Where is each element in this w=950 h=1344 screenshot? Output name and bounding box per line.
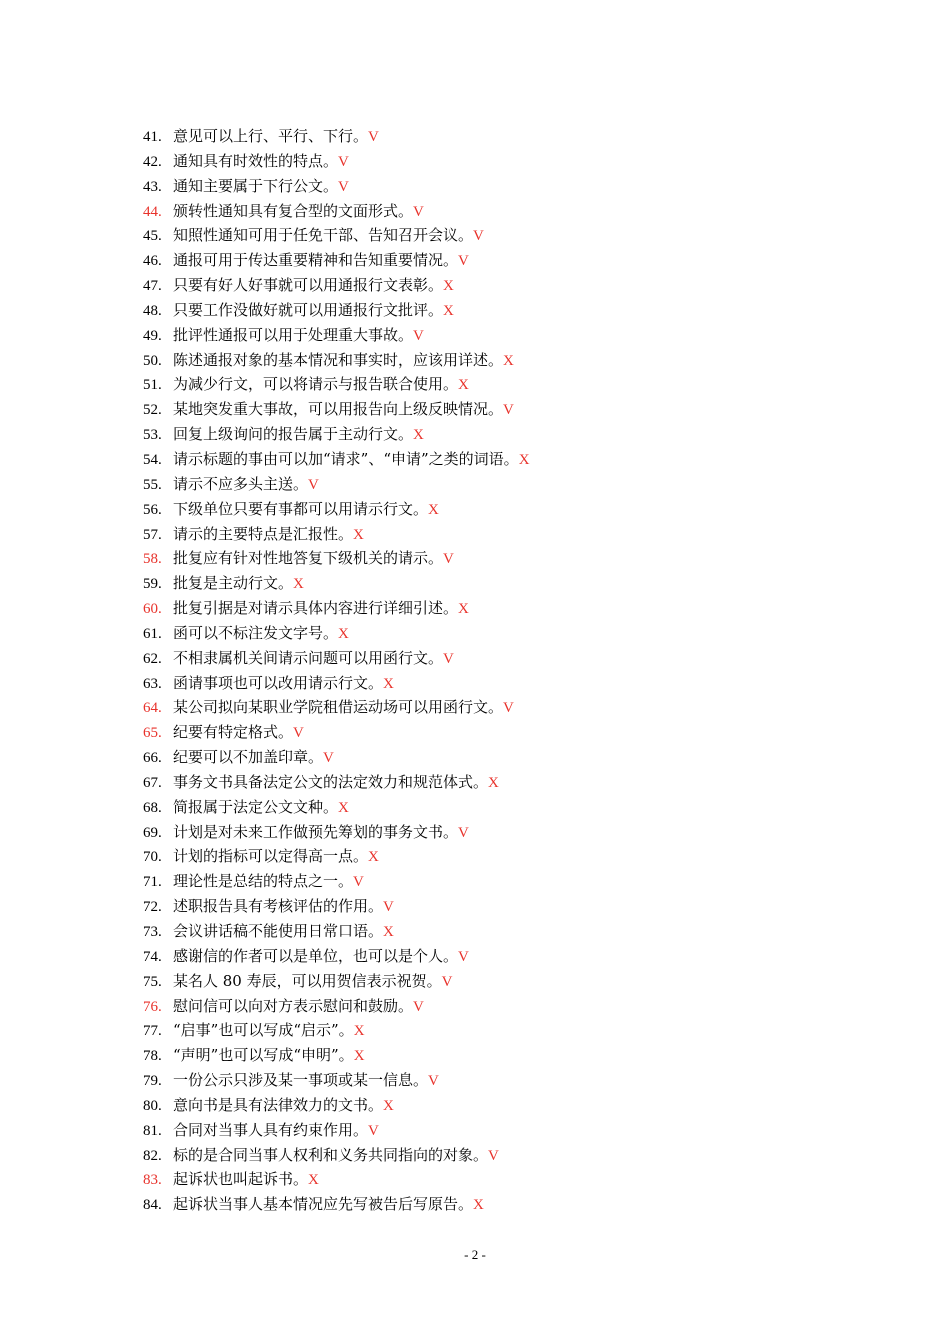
list-item [143, 298, 903, 323]
item-statement: 某公司拟向某职业学院租借运动场可以用函行文。 [173, 698, 504, 717]
list-item [143, 497, 903, 522]
list-item [143, 447, 903, 472]
item-answer: V [488, 1147, 499, 1164]
item-number: 62. [143, 650, 162, 667]
item-answer: V [458, 253, 469, 270]
item-statement: 颁转性通知具有复合型的文面形式。 [173, 201, 414, 220]
list-item [143, 1018, 903, 1043]
item-statement: “启事”也可以写成“启示”。 [173, 1021, 354, 1040]
item-number: 60. [143, 601, 162, 618]
list-item [143, 1167, 903, 1192]
list-item [143, 795, 903, 820]
item-answer: V [413, 203, 424, 220]
item-number: 70. [143, 849, 162, 866]
item-statement: 通知主要属于下行公文。 [173, 176, 339, 195]
item-statement: 请示标题的事由可以加“请求”、“申请”之类的词语。 [173, 449, 519, 468]
item-statement: 述职报告具有考核评估的作用。 [173, 897, 384, 916]
item-answer: X [338, 625, 349, 642]
item-answer: V [293, 725, 304, 742]
item-statement: 纪要有特定格式。 [173, 723, 294, 742]
item-statement: 合同对当事人具有约束作用。 [173, 1120, 369, 1139]
list-item [143, 1192, 903, 1217]
list-item [143, 621, 903, 646]
list-item [143, 994, 903, 1019]
item-answer: X [368, 849, 379, 866]
list-item [143, 869, 903, 894]
item-number: 46. [143, 253, 162, 270]
item-number: 64. [143, 700, 162, 717]
item-answer: V [338, 153, 349, 170]
item-answer: X [338, 799, 349, 816]
item-statement: 通知具有时效性的特点。 [173, 151, 339, 170]
item-statement: 事务文书具备法定公文的法定效力和规范体式。 [173, 772, 489, 791]
item-statement: 会议讲话稿不能使用日常口语。 [173, 922, 384, 940]
item-number: 71. [143, 874, 162, 891]
list-item [143, 223, 903, 248]
item-answer: X [503, 352, 514, 369]
item-number: 42. [143, 153, 162, 170]
list-item [143, 422, 903, 447]
item-number: 65. [143, 725, 162, 742]
item-number: 66. [143, 750, 162, 767]
item-statement: 批复应有针对性地答复下级机关的请示。 [173, 549, 444, 568]
item-number: 54. [143, 451, 162, 468]
item-statement: 只要工作没做好就可以用通报行文批评。 [173, 300, 444, 319]
list-item [143, 522, 903, 547]
item-answer: V [428, 1073, 439, 1090]
item-statement: 不相隶属机关间请示问题可以用函行文。 [173, 648, 444, 667]
item-statement: 某名人 80 寿辰，可以用贺信表示祝贺。 [173, 971, 442, 990]
item-answer: V [323, 750, 334, 767]
item-statement: 回复上级询问的报告属于主动行文。 [173, 425, 414, 444]
item-number: 58. [143, 551, 162, 568]
item-answer: X [443, 302, 454, 319]
item-answer: X [383, 1097, 394, 1114]
item-statement: 意见可以上行、平行、下行。 [173, 127, 369, 145]
list-item [143, 969, 903, 994]
item-statement: 计划是对未来工作做预先筹划的事务文书。 [173, 822, 459, 841]
item-answer: X [353, 1023, 365, 1040]
item-number: 55. [143, 476, 162, 493]
item-number: 41. [143, 129, 162, 145]
list-item [143, 546, 903, 571]
item-statement: 起诉状当事人基本情况应先写被告后写原告。 [173, 1195, 474, 1214]
item-statement: 函可以不标注发文字号。 [173, 623, 339, 642]
item-number: 47. [143, 278, 162, 295]
list-item [143, 1118, 903, 1143]
item-number: 43. [143, 178, 162, 195]
item-number: 80. [143, 1097, 162, 1114]
list-item [143, 894, 903, 919]
list-item [143, 844, 903, 869]
list-item [143, 348, 903, 373]
item-answer: V [443, 551, 454, 568]
item-answer: X [383, 675, 394, 692]
list-item [143, 770, 903, 795]
list-item [143, 1093, 903, 1118]
item-answer: V [413, 327, 424, 344]
list-item [143, 1143, 903, 1168]
item-number: 84. [143, 1197, 162, 1214]
item-statement: 起诉状也叫起诉书。 [173, 1170, 309, 1189]
item-answer: V [458, 824, 469, 841]
item-answer: X [413, 427, 424, 444]
item-number: 63. [143, 675, 162, 692]
item-number: 73. [143, 924, 162, 940]
item-answer: X [518, 451, 530, 468]
item-statement: 慰问信可以向对方表示慰问和鼓励。 [173, 996, 414, 1015]
item-answer: V [338, 178, 349, 195]
item-statement: 陈述通报对象的基本情况和事实时，应该用详述。 [173, 350, 504, 369]
item-answer: X [473, 1197, 484, 1214]
item-statement: 请示的主要特点是汇报性。 [173, 524, 354, 543]
item-statement: 下级单位只要有事都可以用请示行文。 [173, 499, 429, 518]
item-answer: V [443, 650, 454, 667]
item-answer: V [458, 948, 469, 965]
item-number: 67. [143, 774, 162, 791]
item-number: 74. [143, 948, 162, 965]
list-item [143, 149, 903, 174]
list-item [143, 199, 903, 224]
list-item [143, 273, 903, 298]
item-answer: V [383, 899, 394, 916]
item-number: 61. [143, 625, 162, 642]
item-answer: X [428, 501, 439, 518]
list-item [143, 944, 903, 969]
list-item [143, 397, 903, 422]
item-answer: V [503, 700, 514, 717]
item-statement: 计划的指标可以定得高一点。 [173, 847, 369, 866]
list-item [143, 695, 903, 720]
item-statement: 只要有好人好事就可以用通报行文表彰。 [173, 276, 444, 295]
item-answer: V [413, 998, 424, 1015]
list-item [143, 1068, 903, 1093]
list-item [143, 720, 903, 745]
list-item [143, 820, 903, 845]
item-number: 81. [143, 1122, 162, 1139]
item-answer: X [308, 1172, 319, 1189]
item-answer: X [458, 601, 469, 618]
item-number: 77. [143, 1023, 162, 1040]
item-statement: 请示不应多头主送。 [173, 474, 309, 493]
item-number: 48. [143, 302, 162, 319]
item-answer: X [293, 576, 304, 593]
list-item [143, 596, 903, 621]
item-statement: 函请事项也可以改用请示行文。 [173, 673, 384, 692]
list-item [143, 174, 903, 199]
item-number: 52. [143, 402, 162, 419]
item-statement: 为减少行文，可以将请示与报告联合使用。 [173, 375, 459, 394]
item-answer: V [503, 402, 514, 419]
item-answer: X [488, 774, 499, 791]
item-statement: 知照性通知可用于任免干部、告知召开会议。 [173, 226, 474, 245]
list-item [143, 1043, 903, 1068]
item-statement: 某地突发重大事故，可以用报告向上级反映情况。 [173, 400, 504, 419]
list-item [143, 671, 903, 696]
item-number: 57. [143, 526, 162, 543]
item-number: 51. [143, 377, 162, 394]
item-number: 83. [143, 1172, 162, 1189]
item-number: 68. [143, 799, 162, 816]
item-number: 59. [143, 576, 162, 593]
item-statement: 批评性通报可以用于处理重大事故。 [173, 325, 414, 344]
item-number: 49. [143, 327, 162, 344]
item-answer: V [368, 1122, 379, 1139]
item-number: 50. [143, 352, 162, 369]
item-statement: 批复引据是对请示具体内容进行详细引述。 [173, 599, 459, 618]
item-answer: X [353, 1048, 365, 1065]
item-number: 75. [143, 973, 162, 990]
item-answer: V [368, 129, 379, 145]
item-statement: 通报可用于传达重要精神和告知重要情况。 [173, 251, 459, 270]
item-statement: 理论性是总结的特点之一。 [173, 872, 354, 891]
item-number: 76. [143, 998, 162, 1015]
list-item [143, 646, 903, 671]
item-statement: 标的是合同当事人权利和义务共同指向的对象。 [173, 1145, 489, 1164]
item-number: 72. [143, 899, 162, 916]
item-answer: X [443, 278, 454, 295]
item-number: 82. [143, 1147, 162, 1164]
item-answer: X [458, 377, 469, 394]
item-answer: V [441, 973, 453, 990]
question-list [143, 124, 903, 1217]
item-answer: V [308, 476, 319, 493]
item-statement: 纪要可以不加盖印章。 [173, 748, 324, 767]
item-statement: “声明”也可以写成“申明”。 [173, 1046, 354, 1065]
item-number: 45. [143, 228, 162, 245]
item-number: 44. [143, 203, 162, 220]
item-statement: 一份公示只涉及某一事项或某一信息。 [173, 1071, 429, 1090]
list-item [143, 571, 903, 596]
list-item [143, 124, 903, 149]
item-answer: X [353, 526, 364, 543]
list-item [143, 372, 903, 397]
item-statement: 感谢信的作者可以是单位，也可以是个人。 [173, 946, 459, 965]
item-answer: X [383, 924, 394, 940]
list-item [143, 248, 903, 273]
item-statement: 意向书是具有法律效力的文书。 [173, 1095, 384, 1114]
item-number: 79. [143, 1073, 162, 1090]
item-number: 69. [143, 824, 162, 841]
list-item [143, 745, 903, 770]
list-item [143, 472, 903, 497]
item-answer: V [473, 228, 484, 245]
page-number: - 2 - [464, 1247, 486, 1262]
list-item [143, 919, 903, 944]
item-answer: V [353, 874, 364, 891]
list-item [143, 323, 903, 348]
item-statement: 批复是主动行文。 [173, 574, 294, 593]
item-number: 56. [143, 501, 162, 518]
item-statement: 简报属于法定公文文种。 [173, 797, 339, 816]
item-number: 53. [143, 427, 162, 444]
item-number: 78. [143, 1048, 162, 1065]
